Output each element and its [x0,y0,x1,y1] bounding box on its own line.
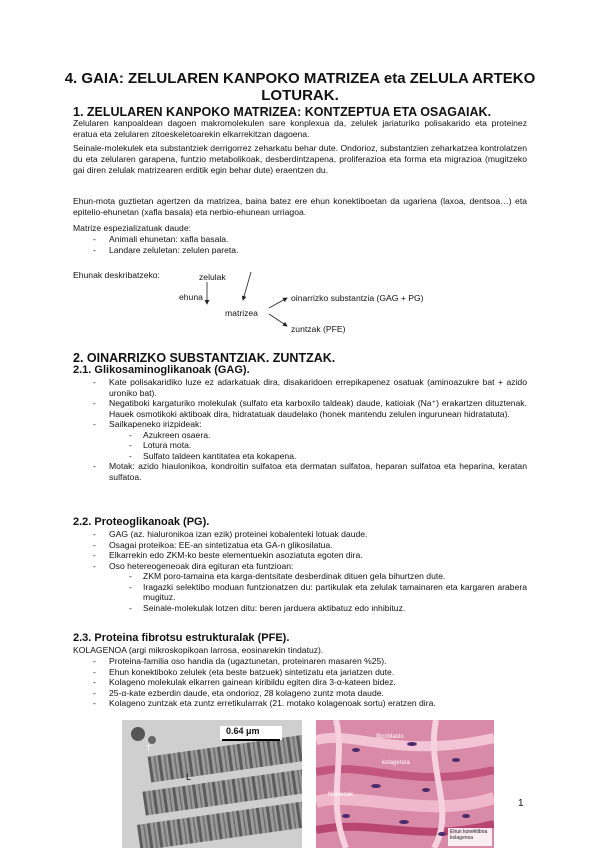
fibril-label-l: L [186,772,192,782]
histology-label-fibroblast: fibroblasto [376,734,404,740]
histology-label-collagen: kolagenoa [382,760,410,766]
specialized-matrix-list [73,234,527,255]
scale-bar-label: 0.64 μm [226,726,260,736]
list-subitem: - Iragazki selektibo moduan funtzionatzen du: partikulak eta zelulak tamainaren eta kargaren arabera mugituz. [73,582,527,603]
list-item: - Kate polisakaridiko luze ez adarkatuak dira, disakaridoen errepikapenez osatuak (aminoazukre bat + azido uroniko bat). [73,377,527,398]
histology-corner-label: Ehun konektiboa kolagenoa [450,829,488,841]
list-subitem: - Lotura mota. [73,440,527,451]
list-item: - Osagai proteikoa: EE-an sintetizatua eta GA-n glikosilatua. [73,540,527,551]
section-2-heading: 2. OINARRIZKO SUBSTANTZIAK. ZUNTZAK. [73,351,336,365]
section-2-2-heading: 2.2. Proteoglikanoak (PG). [73,516,210,528]
list-item: - Landare zeluletan: zelulen pareta. [73,245,527,256]
diagram-label-ehuna: ehuna [179,292,203,302]
diagram-label-branch-1: oinarrizko substantzia (GAG + PG) [291,293,424,303]
list-item: - GAG (az. hialuronikoa izan ezik) proteinei kobalenteki lotuak daude. [73,529,527,540]
collagen-micrograph-image [122,720,302,848]
list-item: - Proteina-familia oso handia da (ugaztunetan, proteinaren masaren %25). [73,656,527,667]
fibril-label-t: T [146,744,151,753]
list-item: - Motak: azido hiaulonikoa, kondroitin sulfatoa eta dermatan sulfatoa, heparan sulfatoa eta heparina, keratan sulfatoa. [73,461,527,482]
pfe-list [73,656,527,709]
histology-label-nuclei: Nukleoak [328,792,354,798]
list-item: - Animali ehunetan: xafla basala. [73,234,527,245]
list-subitem: - ZKM poro-tamaina eta karga-dentsitate desberdinak dituen gela bihurtzen dute. [73,571,527,582]
list-subitem: - Sulfato taldeen kantitatea eta kokapena. [73,451,527,462]
title-line-1: 4. GAIA: ZELULAREN KANPOKO MATRIZEA eta ZELULA ARTEKO [64,70,536,87]
list-item: - Oso hetereogeneoak dira egituran eta funtzioan: [73,561,527,572]
arrow-upper [269,298,287,308]
section-1-paragraph-3: Ehun-mota guztietan agertzen da matrizea, baina batez ere ehun konektiboetan da ugariena (laxoa, dentsoa…) eta epitelio-ehunetan (xafla basala) eta nerbio-ehunean urriagoa. [73,196,527,217]
arrow-left [243,272,251,300]
section-1-paragraph-1: Zelularen kanpoaldean dagoen makromolekulen sare konplexua da, zelulek jariaturiko polisakarido eta proteinez eratua eta zelularen zitoeskeletoarekin elkarrekitzan dagoena. [73,118,527,139]
section-1-heading: 1. ZELULAREN KANPOKO MATRIZEA: KONTZEPTUA ETA OSAGAIAK. [73,105,492,119]
list-item: - Kolageno zuntzak eta zuntz erretikularrak (21. motako kolagenoak sortu) eratzen dira. [73,698,527,709]
connective-tissue-histology-image [316,720,494,848]
pg-list [73,529,527,613]
document-title [60,70,540,104]
section-1-paragraph-2: Seinale-molekulek eta substantziek derrigorrez zeharkatu behar dute. Ondorioz, substantzien zeharkatzea kontrolatzen du eta zelularen garapena, funtzio metabolikoak, desberdintzapena, proliferazioa eta forma eta migrazioa (mugitzeko gai diren zelulak matrizearen erditik egin behar dute) eraentzen du. [73,143,527,175]
diagram-arrows [73,270,527,334]
list-item: - 25-α-kate ezberdin daude, eta ondorioz, 28 kolageno zuntz mota daude. [73,688,527,699]
list-item: - Kolageno molekulak elkarren gainean kiribildu egiten dira 3-α-kateen bidez. [73,677,527,688]
section-2-1-heading: 2.1. Glikosaminoglikanoak (GAG). [73,364,250,376]
diagram-label-zelulak: zelulak [199,272,226,282]
page-number: 1 [518,798,524,809]
collagen-intro: KOLAGENOA (argi mikroskopikoan larrosa, eosinarekin tindatuz). [73,645,324,655]
title-line-2: LOTURAK. [261,87,339,104]
diagram-label-matrizea: matrizea [225,308,258,318]
list-item: - Elkarrekin edo ZKM-ko beste elementuekin asoziatuta egoten dira. [73,550,527,561]
diagram-label-branch-2: zuntzak (PFE) [291,324,346,334]
list-item: - Sailkapeneko irizpideak: [73,419,527,430]
list-item: - Negatiboki kargaturiko molekulak (sulfato eta karboxilo taldeak) daude, katioiak (Na⁺) erakartzen dituztenak. Hauek osmotikoki aktiboak dira, hidratatuak daudelako (honek mantendu zelulen ingurunean hidratatuta). [73,398,527,419]
gag-list [73,377,527,482]
list-item: - Ehun konektiboko zelulek (eta beste batzuek) sintetizatu eta jariatzen dute. [73,667,527,678]
tissue-diagram [73,270,527,334]
section-2-3-heading: 2.3. Proteina fibrotsu estrukturalak (PFE). [73,632,290,644]
arrow-lower [269,314,287,326]
list-subitem: - Azukreen osaera. [73,430,527,441]
diagram-intro: Ehunak deskribatzeko: [73,270,160,280]
section-1-paragraph-4: Matrize espezializatuak daude: [73,223,191,233]
list-subitem: - Seinale-molekulak lotzen ditu: beren jarduera aktibatuz edo inhibituz. [73,603,527,614]
